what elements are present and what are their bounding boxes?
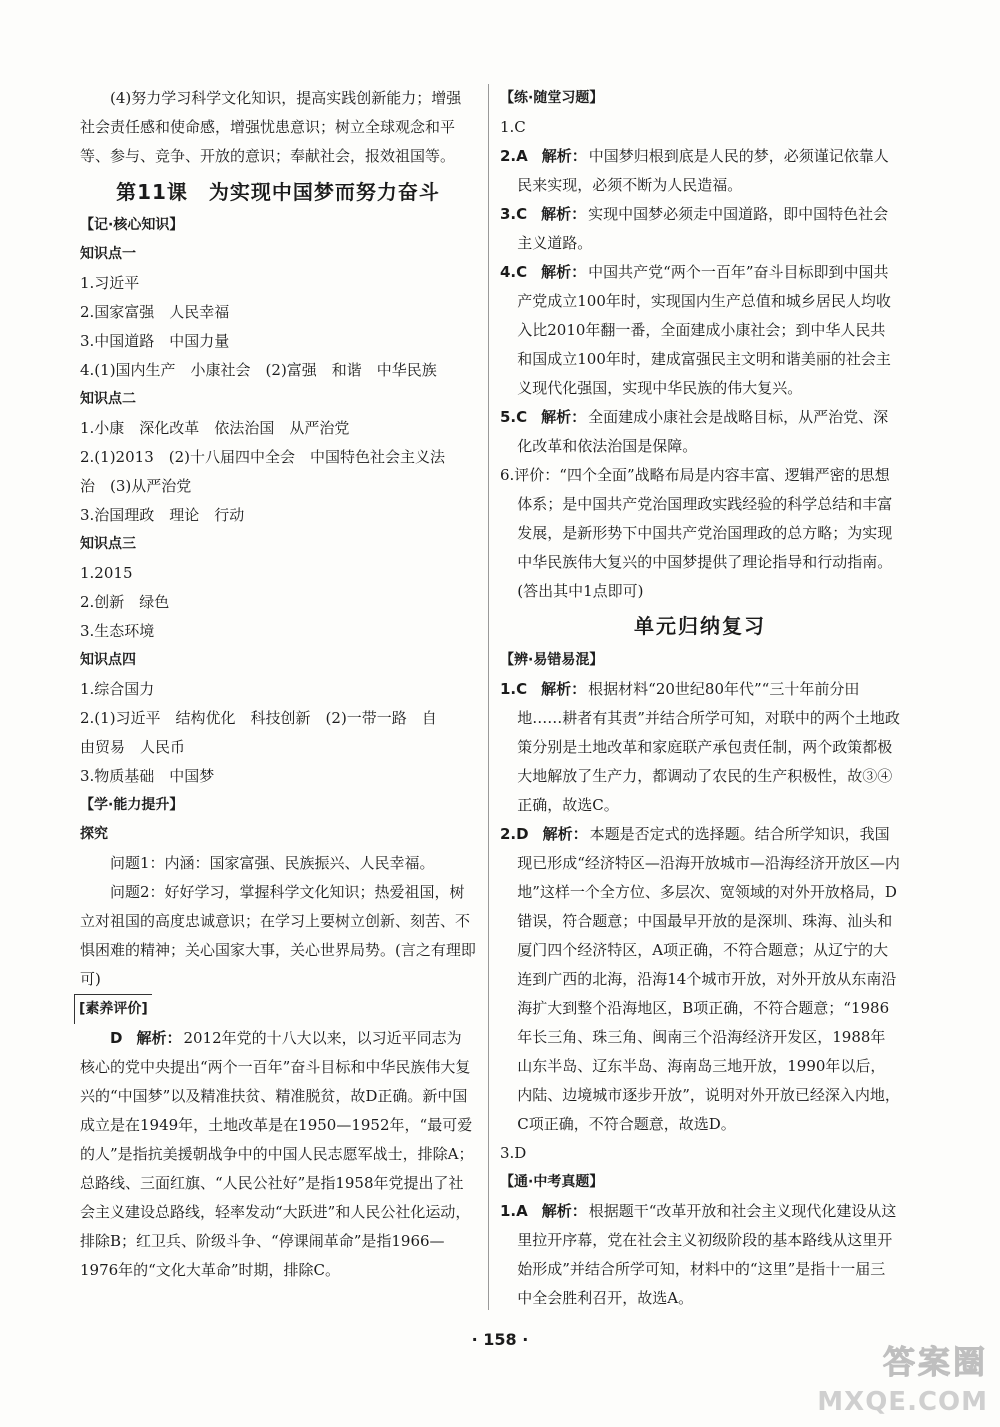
kp3-item: 1.2015 (80, 564, 133, 582)
kp1-item: 3.中国道路 中国力量 (80, 332, 230, 350)
question-2-answer: 问题2：好好学习，掌握科学文化知识；热爱祖国，树立对祖国的高度忠诚意识；在学习上要树立创新、刻苦、不惧困难的精神；关心国家大事，关心世界局势。(言之有理即可) (80, 883, 476, 988)
confusable-item-1: 1.C 解析： 根据材料“20世纪80年代”“三十年前分田地……耕者有其责”并结合所学可知，对联中的两个土地政策分别是土地改革和家庭联产承包责任制，两个政策都极大地解放了生产力，都调动了农民的生产积极性，故③④正确，故选C。 (500, 680, 900, 814)
kp4-item: 3.物质基础 中国梦 (80, 767, 215, 785)
analysis-label: 解析： (541, 205, 587, 223)
practice-item-2: 2.A 解析： 中国梦归根到底是人民的梦，必须谨记依靠人民来实现，必须不断为人民造福。 (500, 147, 889, 194)
literacy-analysis: 2012年党的十八大以来，以习近平同志为核心的党中央提出“两个一百年”奋斗目标和中华民族伟大复兴的“中国梦”以及精准扶贫、精准脱贫，故D正确。新中国成立是在1949年，土地改革是在1950—1952年，“最可爱的人”是指抗美援朝战争中的中国人民志愿军战士，排除A；总路线、三面红旗、“人民公社好”是指1958年党提出了社会主义建设总路线，轻率发动“大跃进”和人民公社化运动，排除B；红卫兵、阶级斗争、“停课闹革命”是指1966—1976年的“文化大革命”时期，排除C。 (80, 1029, 474, 1279)
unit-review-title: 单元归纳复习 (634, 614, 766, 638)
practice-item-1: 1.C (500, 118, 526, 136)
kp2-item: 1.小康 深化改革 依法治国 从严治党 (80, 419, 350, 437)
analysis-label: 解析： (542, 825, 588, 843)
knowledge-point-4: 知识点四 (80, 652, 136, 668)
kp1-item: 4.(1)国内生产 小康社会 (2)富强 和谐 中华民族 (80, 361, 437, 379)
site-watermark (817, 1337, 988, 1417)
kp1-item: 1.习近平 (80, 274, 140, 292)
knowledge-point-2: 知识点二 (80, 391, 136, 407)
page-number: · 158 · (471, 1330, 529, 1349)
kp4-item: 2.(1)习近平 结构优化 科技创新 (2)一带一路 自 (80, 709, 437, 727)
section-ability: 【学·能力提升】 (80, 797, 184, 813)
analysis-label: 解析： (541, 680, 587, 698)
kp4-item: 1.综合国力 (80, 680, 155, 698)
right-column (500, 84, 900, 1313)
analysis-label: 解析： (541, 263, 587, 281)
confusable-item-2: 2.D 解析： 本题是否定式的选择题。结合所学知识，我国现已形成“经济特区—沿海开放城市—沿海经济开放区—内地”这样一个全方位、多层次、宽领域的对外开放格局，D错误，符合题意；中国最早开放的是深圳、珠海、汕头和厦门四个经济特区，A项正确，不符合题意；从辽宁的大连到广西的北海，沿海14个城市开放，对外开放从东南沿海扩大到整个沿海地区，B项正确，不符合题意；“1986年长三角、珠三角、闽南三个沿海经济开发区，1988年山东半岛、辽东半岛、海南岛三地开放，1990年以后，内陆、边境城市逐步开放”，说明对外开放已经深入内地，C项正确，不符合题意，故选D。 (500, 825, 900, 1133)
knowledge-point-3: 知识点三 (80, 536, 136, 552)
left-column (80, 84, 476, 1285)
analysis-label: 解析： (541, 147, 587, 165)
practice-item-4: 4.C 解析： 中国共产党“两个一百年”奋斗目标即到中国共产党成立100年时，实现国内生产总值和城乡居民人均收入比2010年翻一番，全面建成小康社会；到中华人民共和国成立100年时，建成富强民主文明和谐美丽的社会主义现代化强国，实现中华民族的伟大复兴。 (500, 263, 891, 397)
watermark-logo-text: 答案圈 (882, 1343, 988, 1381)
section-exam-questions: 【通·中考真题】 (500, 1174, 604, 1190)
kp1-item: 2.国家富强 人民幸福 (80, 303, 230, 321)
section-core-knowledge: 【记·核心知识】 (80, 217, 184, 233)
analysis-label: 解析： (136, 1029, 182, 1047)
practice-item-6: 6.评价：“四个全面”战略布局是内容丰富、逻辑严密的思想体系；是中国共产党治国理政实践经验的科学总结和丰富发展，是新形势下中国共产党治国理政的总方略；为实现中华民族伟大复兴的中国梦提供了理论指导和行动指南。(答出其中1点即可) (500, 466, 893, 600)
analysis-label: 解析： (541, 408, 587, 426)
question-1-answer: 问题1：内涵：国家富强、民族振兴、人民幸福。 (110, 854, 435, 872)
explore-heading: 探究 (80, 826, 108, 842)
analysis-label: 解析： (541, 1202, 587, 1220)
knowledge-point-1: 知识点一 (80, 246, 136, 262)
confusable-item-3: 3.D (500, 1144, 527, 1162)
practice-item-5: 5.C 解析： 全面建成小康社会是战略目标，从严治党、深化改革和依法治国是保障。 (500, 408, 889, 455)
lesson-title: 第11课 为实现中国梦而努力奋斗 (116, 180, 440, 204)
column-divider (488, 84, 489, 1310)
watermark-url: MXQE.COM (817, 1387, 988, 1417)
kp2-item: 2.(1)2013 (2)十八届四中全会 中国特色社会主义法 (80, 448, 445, 466)
practice-item-3: 3.C 解析： 实现中国梦必须走中国道路，即中国特色社会主义道路。 (500, 205, 889, 252)
exam-item-1: 1.A 解析： 根据题干“改革开放和社会主义现代化建设从这里拉开序幕，党在社会主义初级阶段的基本路线从这里开始形成”并结合所学可知，材料中的“这里”是指十一届三中全会胜利召开，故选A。 (500, 1202, 897, 1307)
literacy-answer: D 解析： 2012年党的十八大以来，以习近平同志为核心的党中央提出“两个一百年”奋斗目标和中华民族伟大复兴的“中国梦”以及精准扶贫、精准脱贫，故D正确。新中国成立是在1949年，土地改革是在1950—1952年，“最可爱的人”是指抗美援朝战争中的中国人民志愿军战士，排除A；总路线、三面红旗、“人民公社好”是指1958年党提出了社会主义建设总路线，轻率发动“大跃进”和人民公社化运动，排除B；红卫兵、阶级斗争、“停课闹革命”是指1966—1976年的“文化大革命”时期，排除C。 (80, 1029, 474, 1279)
section-confusable: 【辨·易错易混】 (500, 652, 604, 668)
literacy-box-label: [素养评价] (74, 994, 152, 1024)
kp2-item: 治 (3)从严治党 (80, 477, 192, 495)
kp3-item: 3.生态环境 (80, 622, 155, 640)
kp3-item: 2.创新 绿色 (80, 593, 170, 611)
section-literacy-evaluation (80, 994, 476, 1024)
kp2-item: 3.治国理政 理论 行动 (80, 506, 245, 524)
intro-paragraph: (4)努力学习科学文化知识，提高实践创新能力；增强社会责任感和使命感，增强忧患意识；树立全球观念和平等、参与、竞争、开放的意识；奉献社会，报效祖国等。 (80, 89, 462, 165)
kp4-item: 由贸易 人民币 (80, 738, 186, 756)
section-practice: 【练·随堂习题】 (500, 90, 604, 106)
